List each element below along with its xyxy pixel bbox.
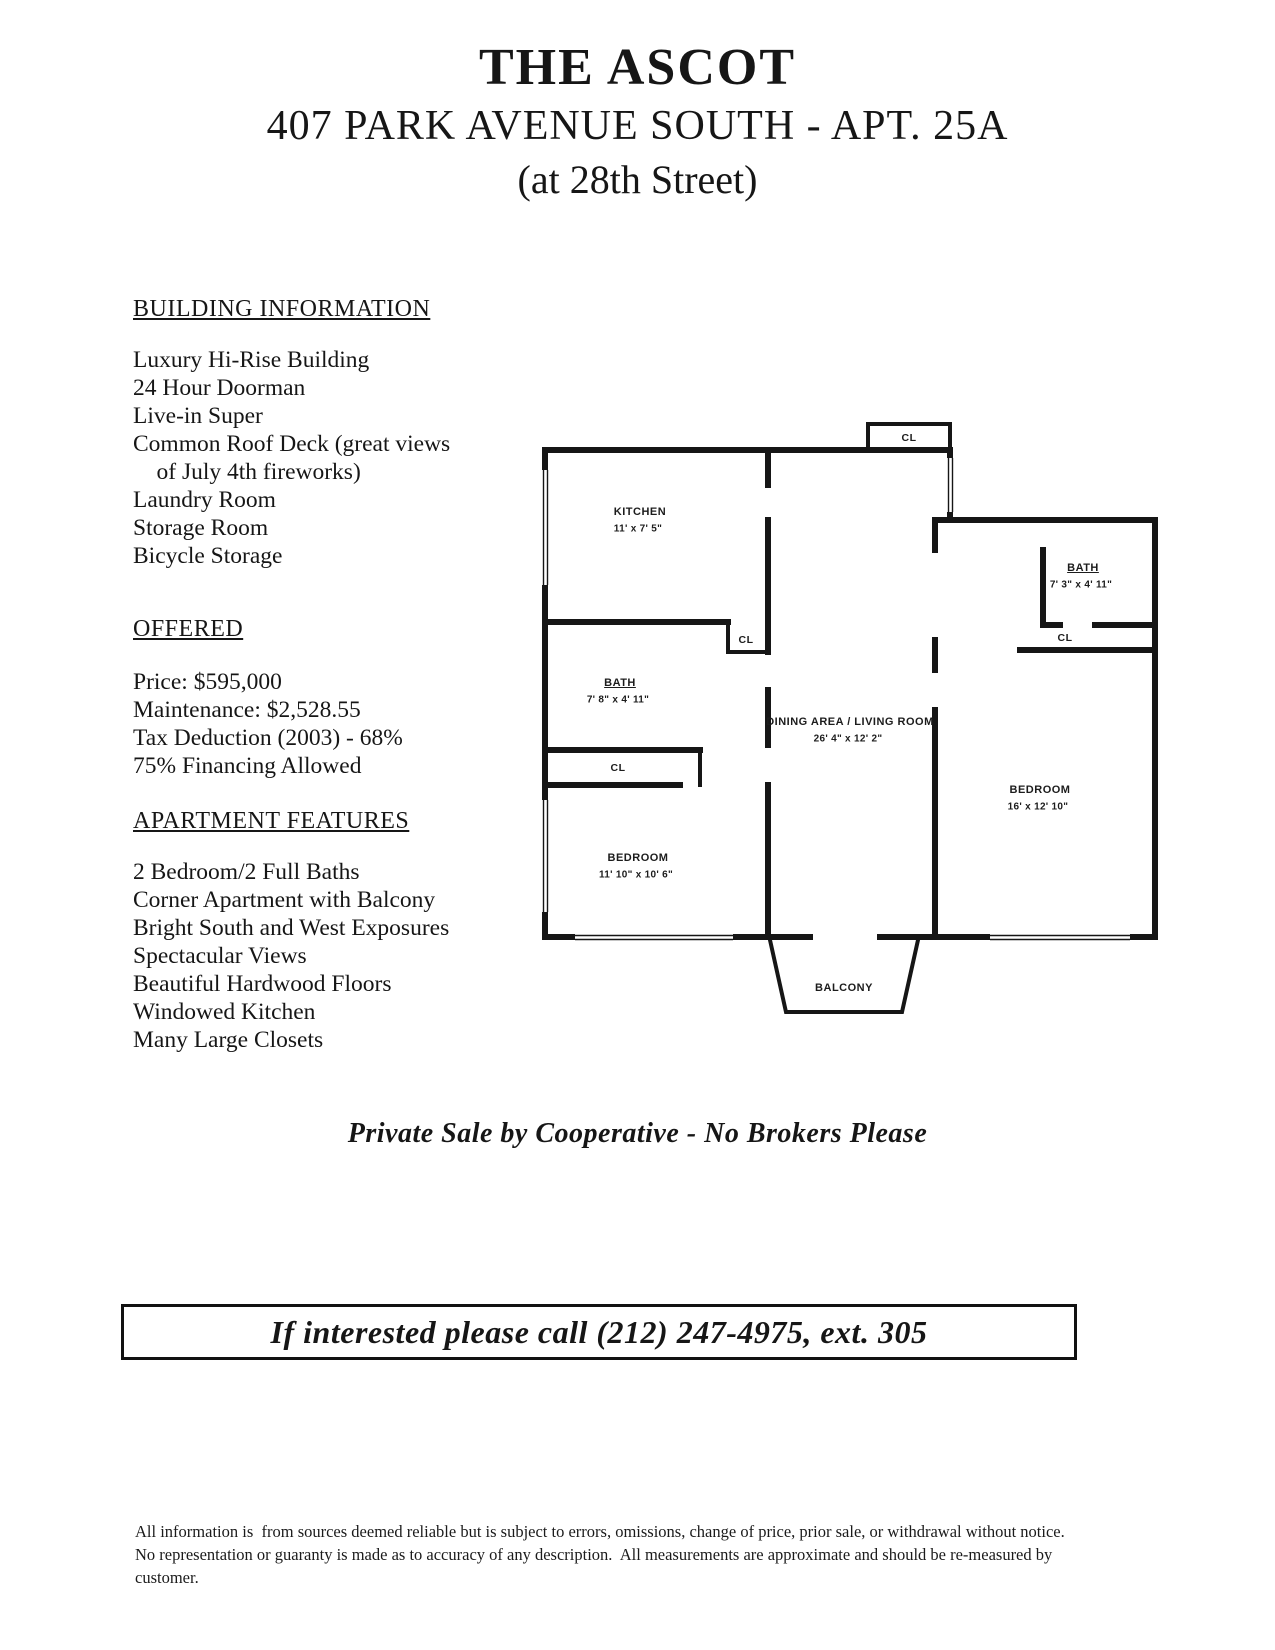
apartment-features-heading: APARTMENT FEATURES bbox=[133, 808, 410, 834]
building-information-list bbox=[133, 346, 563, 570]
list-item: Tax Deduction (2003) - 68% bbox=[133, 725, 403, 751]
list-item: of July 4th fireworks) bbox=[133, 459, 361, 485]
list-item: Beautiful Hardwood Floors bbox=[133, 971, 392, 997]
closet-label-top: CL bbox=[901, 432, 917, 444]
floorplan bbox=[520, 400, 1170, 1030]
room-label-bedroom2: BEDROOM bbox=[1009, 784, 1071, 796]
room-label-living: DINING AREA / LIVING ROOM bbox=[766, 716, 934, 728]
list-item: 2 Bedroom/2 Full Baths bbox=[133, 859, 360, 885]
list-item: Common Roof Deck (great views bbox=[133, 431, 451, 457]
apartment-features-list bbox=[133, 858, 563, 1054]
room-dims-kitchen: 11' x 7' 5" bbox=[613, 523, 663, 535]
list-item: Laundry Room bbox=[133, 487, 276, 513]
list-item: Storage Room bbox=[133, 515, 269, 541]
page-title: THE ASCOT bbox=[478, 39, 797, 96]
room-label-bath2: BATH bbox=[1067, 562, 1099, 574]
room-label-kitchen: KITCHEN bbox=[613, 506, 667, 518]
floorplan-walls bbox=[520, 400, 1170, 1030]
list-item: 75% Financing Allowed bbox=[133, 753, 362, 779]
offered-heading: OFFERED bbox=[133, 616, 244, 642]
room-dims-living: 26' 4" x 12' 2" bbox=[813, 733, 883, 745]
room-dims-bath2: 7' 3" x 4' 11" bbox=[1049, 579, 1113, 591]
disclaimer-text: All information is from sources deemed reliable but is subject to errors, omissions, change of price, prior sale, or withdrawal without notice. No representation or guaranty is made as to accuracy of any description. All measurements are approximate and should be re-measured by customer. bbox=[135, 1522, 1069, 1587]
room-dims-bedroom2: 16' x 12' 10" bbox=[1007, 801, 1069, 813]
contact-box bbox=[121, 1304, 1077, 1360]
room-label-balcony: BALCONY bbox=[815, 982, 873, 994]
room-dims-bedroom1: 11' 10" x 10' 6" bbox=[598, 869, 674, 881]
list-item: Windowed Kitchen bbox=[133, 999, 316, 1025]
contact-line: If interested please call (212) 247-4975, ext. 305 bbox=[270, 1313, 928, 1350]
closet-label-bath2: CL bbox=[1057, 632, 1073, 644]
room-label-bedroom1: BEDROOM bbox=[607, 852, 669, 864]
list-item: Live-in Super bbox=[133, 403, 263, 429]
list-item: Luxury Hi-Rise Building bbox=[133, 347, 370, 373]
closet-label-kitchen: CL bbox=[738, 634, 754, 646]
list-item: Many Large Closets bbox=[133, 1027, 324, 1053]
closet-label-hall: CL bbox=[610, 762, 626, 774]
room-label-bath1: BATH bbox=[604, 677, 636, 689]
private-sale-line: Private Sale by Cooperative - No Brokers Please bbox=[347, 1118, 928, 1149]
list-item: Corner Apartment with Balcony bbox=[133, 887, 436, 913]
list-item: 24 Hour Doorman bbox=[133, 375, 306, 401]
list-item: Bicycle Storage bbox=[133, 543, 283, 569]
offered-list bbox=[133, 668, 563, 780]
list-item: Bright South and West Exposures bbox=[133, 915, 450, 941]
cross-street-line: (at 28th Street) bbox=[517, 157, 758, 202]
building-information-heading: BUILDING INFORMATION bbox=[133, 296, 431, 322]
list-item: Spectacular Views bbox=[133, 943, 307, 969]
list-item: Price: $595,000 bbox=[133, 669, 282, 695]
address-line: 407 PARK AVENUE SOUTH - APT. 25A bbox=[266, 103, 1009, 149]
list-item: Maintenance: $2,528.55 bbox=[133, 697, 361, 723]
room-dims-bath1: 7' 8" x 4' 11" bbox=[586, 694, 650, 706]
